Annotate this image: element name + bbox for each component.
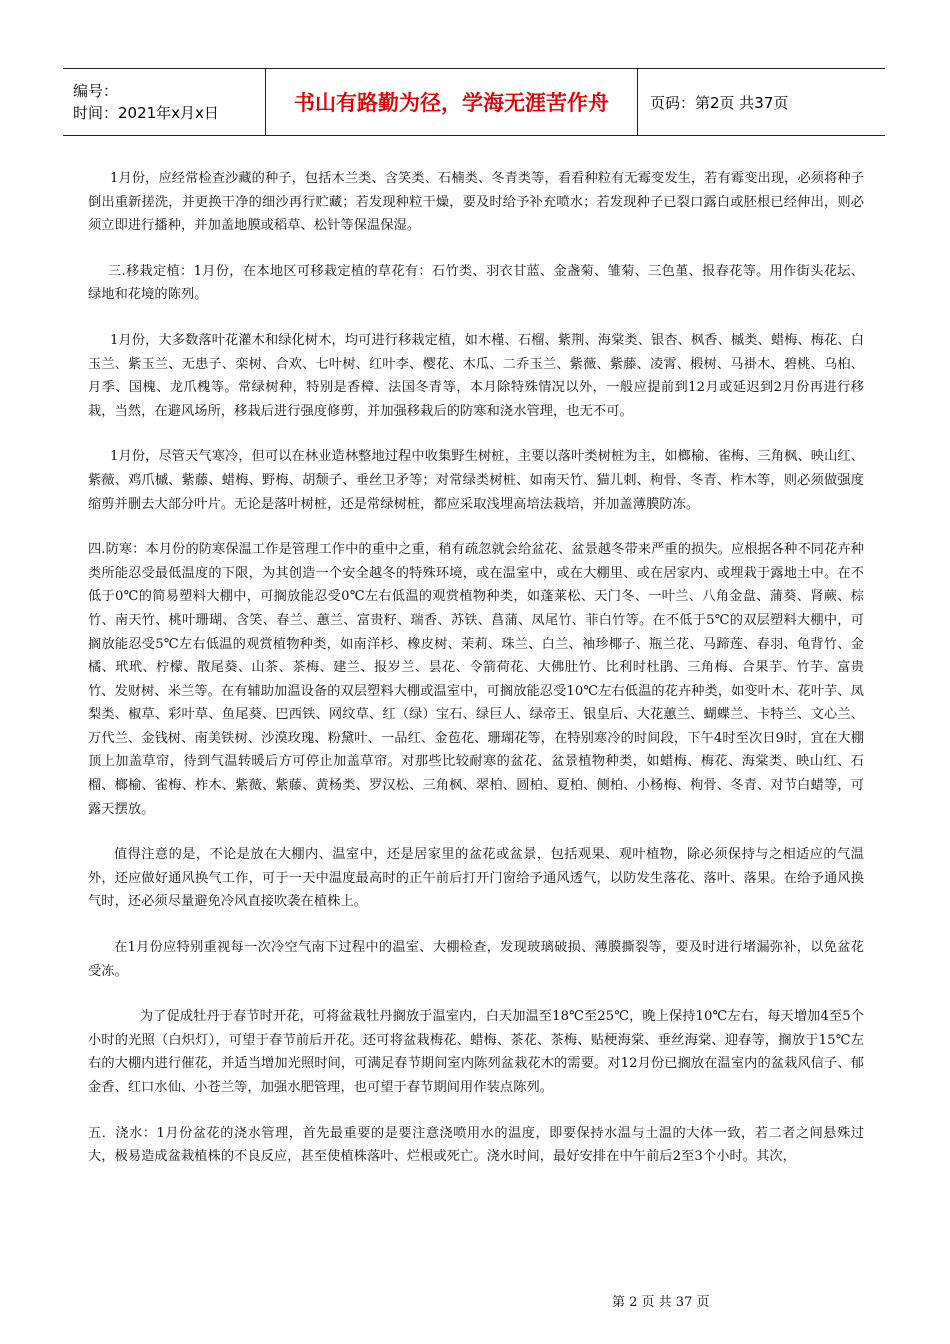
document-number-label: 编号：	[73, 82, 119, 100]
header-page-number: 页码：第2页 共37页	[650, 93, 789, 112]
paragraph: 值得注意的是，不论是放在大棚内、温室中，还是居家里的盆花或盆景，包括观果、观叶植物，除必须保持与之相适应的气温外，还应做好通风换气工作，可于一天中温度最高时的正午前后打开门窗给予通风透气，以防发生落花、落叶、落果。在给予通风换气时，还必须尽量避免冷风直接吹袭在植株上。	[88, 847, 864, 910]
document-body	[88, 167, 864, 1191]
header-info-cell	[63, 69, 266, 135]
page-header	[63, 68, 885, 136]
paragraph: 五．浇水：1月份盆花的浇水管理，首先最重要的是要注意浇喷用水的温度，即要保持水温与土温的大体一致，若二者之间悬殊过大，极易造成盆栽植株的不良反应，甚至使植株落叶、烂根或死亡。浇水时间，最好安排在中午前后2至3个小时。其次，	[88, 1125, 864, 1165]
paragraph: 三.移栽定植：1月份，在本地区可移栽定植的草花有：石竹类、羽衣甘蓝、金盏菊、雏菊、三色堇、报春花等。用作街头花坛、绿地和花境的陈列。	[88, 263, 864, 303]
header-motto: 书山有路勤为径，学海无涯苦作舟	[266, 69, 638, 135]
paragraph: 四.防寒：本月份的防寒保温工作是管理工作中的重中之重，稍有疏忽就会给盆花、盆景越冬带来严重的损失。应根据各种不同花卉种类所能忍受最低温度的下限，为其创造一个安全越冬的特殊环境，或在温室中，或在大棚里、或在居家内、或埋栽于露地土中。在不低于0℃的简易塑料大棚中，可搁放能忍受0℃左右低温的观赏植物种类，如蓬莱松、天门冬、一叶兰、八角金盘、蒲葵、肾蕨、棕竹、南天竹、桃叶珊瑚、含笑、春兰、蕙兰、富贵籽、瑞香、苏铁、菖蒲、凤尾竹、菲白竹等。在不低于5℃的双层塑料大棚中，可搁放能忍受5℃左右低温的观赏植物种类，如南洋杉、橡皮树、茉莉、珠兰、白兰、袖珍椰子、瓶兰花、马蹄莲、春羽、龟背竹、金橘、玳玳、柠檬、散尾葵、山茶、茶梅、建兰、报岁兰、昙花、令箭荷花、大佛肚竹、比利时杜鹃、三角梅、合果芋、竹芋、富贵竹、发财树、米兰等。在有辅助加温设备的双层塑料大棚或温室中，可搁放能忍受10℃左右低温的花卉种类，如变叶木、花叶芋、凤梨类、椒草、彩叶草、鱼尾葵、巴西铁、网纹草、红（绿）宝石、绿巨人、绿帝王、银皇后、大花蕙兰、蝴蝶兰、卡特兰、文心兰、万代兰、金钱树、南美铁树、沙漠玫瑰、粉黛叶、一品红、金苞花、珊瑚花等，在特别寒冷的时间段，下午4时至次日9时，宜在大棚顶上加盖草帘，待到气温转暖后方可停止加盖草帘。对那些比较耐寒的盆花、盆景植物种类，如蜡梅、梅花、海棠类、映山红、石榴、榔榆、雀梅、柞木、紫薇、紫藤、黄杨类、罗汉松、三角枫、翠柏、圆柏、夏柏、侧柏、小杨梅、枸骨、冬青、对节白蜡等，可露天摆放。	[88, 542, 864, 817]
document-time-label: 时间：2021年x月x日	[73, 104, 219, 122]
paragraph: 1月份，大多数落叶花灌木和绿化树木，均可进行移栽定植，如木槿、石榴、紫荆、海棠类、银杏、枫香、槭类、蜡梅、梅花、白玉兰、紫玉兰、无患子、栾树、合欢、七叶树、红叶李、樱花、木瓜、二乔玉兰、紫薇、紫藤、凌霄、椴树、马褂木、碧桃、乌桕、月季、国槐、龙爪槐等。常绿树种，特别是香樟、法国冬青等，本月除特殊情况以外，一般应提前到12月或延迟到2月份再进行移栽，当然，在避风场所，移栽后进行强度修剪，并加强移栽后的防寒和浇水管理，也无不可。	[88, 332, 864, 419]
paragraph: 1月份，应经常检查沙藏的种子，包括木兰类、含笑类、石楠类、冬青类等，看看种粒有无霉变发生，若有霉变出现，必须将种子倒出重新搓洗，并更换干净的细沙再行贮藏；若发现种粒干燥，要及时给予补充喷水；若发现种子已裂口露白或胚根已经伸出，则必须立即进行播种，并加盖地膜或稻草、松针等保温保湿。	[88, 171, 864, 234]
paragraph: 1月份，尽管天气寒冷，但可以在林业造林整地过程中收集野生树桩，主要以落叶类树桩为主，如榔榆、雀梅、三角枫、映山红、紫薇、鸡爪槭、紫藤、蜡梅、野梅、胡颓子、垂丝卫矛等；对常绿类树桩、如南天竹、猫儿刺、枸骨、冬青、柞木等，则必须做强度缩剪并删去大部分叶片。无论是落叶树桩，还是常绿树桩，都应采取浅埋高培法栽培，并加盖薄膜防冻。	[88, 449, 864, 512]
page-footer: 第 2 页 共 37 页	[612, 1295, 710, 1310]
paragraph: 在1月份应特别重视每一次冷空气南下过程中的温室、大棚检查，发现玻璃破损、薄膜撕裂等，要及时进行堵漏弥补，以免盆花受冻。	[88, 940, 864, 979]
paragraph: 为了促成牡丹于春节时开花，可将盆栽牡丹搁放于温室内，白天加温至18℃至25℃，晚上保持10℃左右，每天增加4至5个小时的光照（白炽灯），可望于春节前后开花。还可将盆栽梅花、蜡梅、茶花、茶梅、贴梗海棠、垂丝海棠、迎春等，搁放于15℃左右的大棚内进行催花，并适当增加光照时间，可满足春节期间室内陈列盆栽花木的需要。对12月份已搁放在温室内的盆栽风信子、郁金香、红口水仙、小苍兰等，加强水肥管理，也可望于春节期间用作装点陈列。	[88, 1009, 864, 1095]
